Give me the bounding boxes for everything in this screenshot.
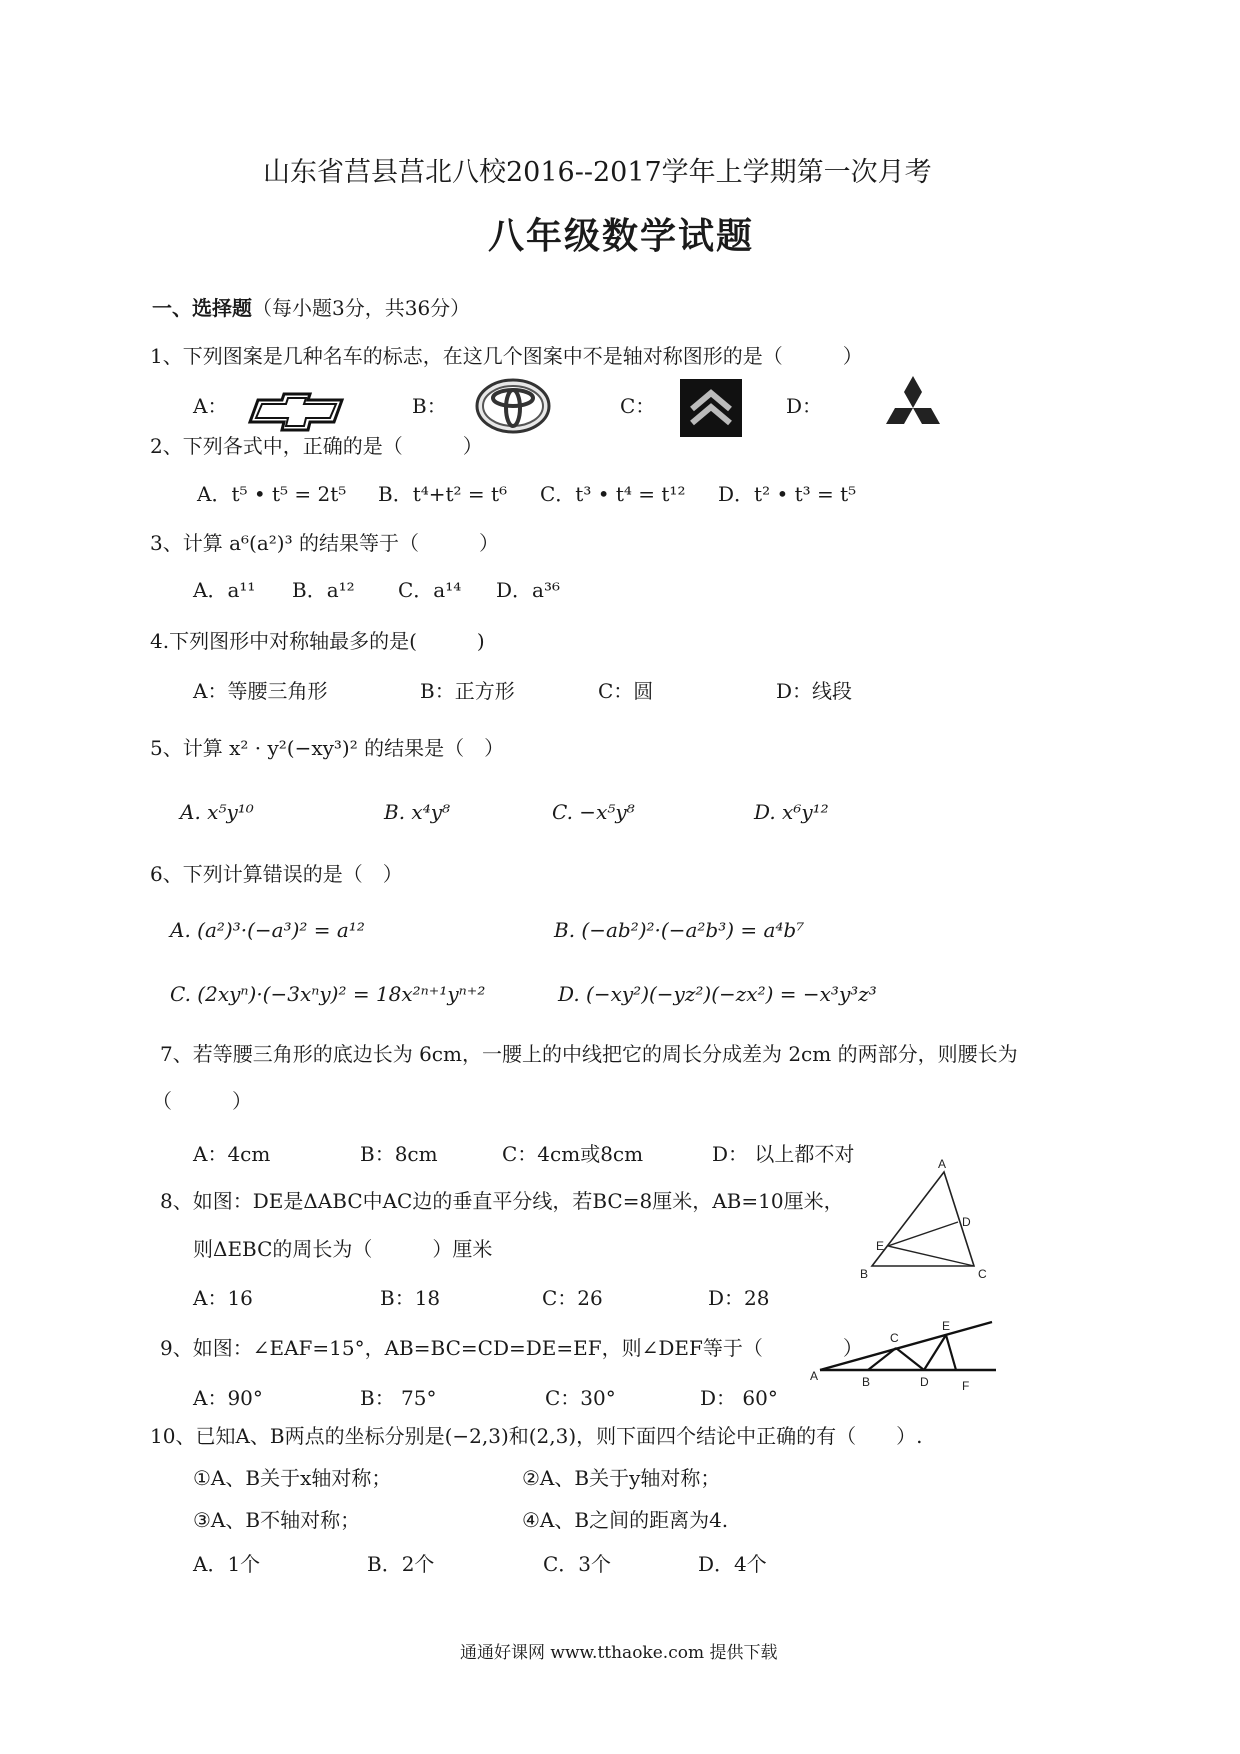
fig9-label-c: C — [890, 1331, 899, 1345]
q7-option-b: B：8cm — [360, 1142, 438, 1166]
q9-option-a: A：90° — [193, 1386, 263, 1410]
q1-option-c: C： — [620, 394, 656, 418]
q10-statement-4: ④A、B之间的距离为4. — [522, 1508, 729, 1532]
q5-option-b: B. x⁴y⁸ — [384, 800, 451, 824]
q10-option-a: A．1个 — [193, 1552, 261, 1576]
q8-option-d: D：28 — [708, 1286, 770, 1310]
question-6-stem: 6、下列计算错误的是（ ） — [150, 862, 403, 886]
q2-option-d: D．t² • t³ = t⁵ — [718, 482, 857, 506]
section-note: （每小题3分，共36分） — [252, 296, 471, 320]
question-7-stem: 7、若等腰三角形的底边长为 6cm，一腰上的中线把它的周长分成差为 2cm 的两部分，则腰长为 — [160, 1042, 1018, 1066]
section-title: 一、选择题 — [152, 296, 252, 320]
fig9-label-e: E — [942, 1319, 951, 1333]
question-7-blank: （ ） — [152, 1089, 252, 1113]
q1-option-b: B： — [412, 394, 447, 418]
citroen-logo-icon — [680, 379, 742, 437]
q1-option-d: D： — [786, 394, 823, 418]
q3-option-c: C．a¹⁴ — [398, 578, 462, 602]
exam-subtitle: 八年级数学试题 — [488, 215, 755, 257]
question-4-stem: 4.下列图形中对称轴最多的是( ) — [150, 629, 485, 653]
q10-statement-1: ①A、B关于x轴对称； — [193, 1466, 392, 1490]
q2-option-a: A．t⁵ • t⁵ = 2t⁵ — [197, 482, 347, 506]
q9-option-d: D： 60° — [700, 1386, 778, 1410]
section-heading — [152, 292, 470, 321]
q10-option-b: B．2个 — [367, 1552, 435, 1576]
question-5-stem: 5、计算 x² · y²(−xy³)² 的结果是（ ） — [150, 736, 505, 760]
q5-option-d: D. x⁶y¹² — [754, 800, 829, 824]
q10-option-c: C．3个 — [543, 1552, 612, 1576]
q6-option-b: B. (−ab²)²·(−a²b³) = a⁴b⁷ — [554, 918, 805, 942]
q2-option-c: C．t³ • t⁴ = t¹² — [540, 482, 686, 506]
fig8-label-a: A — [938, 1158, 947, 1171]
fig9-label-d: D — [920, 1375, 929, 1389]
fig8-label-c: C — [978, 1267, 987, 1281]
q7-option-c: C：4cm或8cm — [502, 1142, 644, 1166]
q3-option-b: B．a¹² — [292, 578, 355, 602]
exam-title: 山东省莒县莒北八校2016--2017学年上学期第一次月考 — [263, 157, 932, 188]
q8-option-c: C：26 — [542, 1286, 603, 1310]
question-1-stem: 1、下列图案是几种名车的标志，在这几个图案中不是轴对称图形的是（ ） — [150, 344, 863, 368]
q6-option-c: C. (2xyⁿ)·(−3xⁿy)² = 18x²ⁿ⁺¹yⁿ⁺² — [170, 982, 486, 1006]
angle-eaf-figure — [806, 1310, 1002, 1398]
q5-option-a: A. x⁵y¹⁰ — [180, 800, 254, 824]
q4-option-b: B：正方形 — [420, 679, 515, 703]
fig9-label-a: A — [810, 1369, 819, 1383]
q1-option-a: A： — [193, 394, 228, 418]
q4-option-c: C：圆 — [598, 679, 654, 703]
question-10-stem: 10、已知A、B两点的坐标分别是(−2,3)和(2,3)，则下面四个结论中正确的有（ ）. — [150, 1424, 923, 1448]
q10-statement-2: ②A、B关于y轴对称； — [522, 1466, 721, 1490]
q2-option-b: B．t⁴+t² = t⁶ — [378, 482, 508, 506]
toyota-logo-icon — [474, 377, 552, 435]
fig9-label-b: B — [862, 1375, 871, 1389]
q8-option-a: A：16 — [193, 1286, 253, 1310]
q3-option-a: A．a¹¹ — [193, 578, 256, 602]
question-3-stem: 3、计算 a⁶(a²)³ 的结果等于（ ） — [150, 531, 499, 555]
question-9-stem: 9、如图：∠EAF=15°，AB=BC=CD=DE=EF，则∠DEF等于（ ） — [160, 1336, 863, 1360]
q7-option-a: A：4cm — [193, 1142, 271, 1166]
q10-option-d: D．4个 — [698, 1552, 767, 1576]
mitsubishi-logo-icon — [873, 374, 953, 438]
question-2-stem: 2、下列各式中，正确的是（ ） — [150, 434, 483, 458]
q10-statement-3: ③A、B不轴对称； — [193, 1508, 361, 1532]
question-8-stem: 8、如图：DE是ΔABC中AC边的垂直平分线，若BC=8厘米，AB=10厘米， — [160, 1189, 844, 1213]
q9-option-c: C：30° — [545, 1386, 616, 1410]
q8-option-b: B：18 — [380, 1286, 441, 1310]
q7-option-d: D： 以上都不对 — [712, 1142, 855, 1166]
chevrolet-logo-icon — [246, 392, 348, 432]
question-8-stem-2: 则ΔEBC的周长为（ ）厘米 — [193, 1237, 493, 1261]
fig8-label-d: D — [962, 1215, 971, 1229]
fig8-label-e: E — [876, 1239, 885, 1253]
q6-option-d: D. (−xy²)(−yz²)(−zx²) = −x³y³z³ — [558, 982, 877, 1006]
page-footer: 通通好课网 www.tthaoke.com 提供下载 — [460, 1643, 778, 1663]
q4-option-d: D：线段 — [776, 679, 853, 703]
fig8-label-b: B — [860, 1267, 869, 1281]
q5-option-c: C. −x⁵y⁸ — [552, 800, 635, 824]
q6-option-a: A. (a²)³·(−a³)² = a¹² — [170, 918, 365, 942]
triangle-abc-figure — [850, 1158, 1000, 1282]
fig9-label-f: F — [962, 1379, 970, 1393]
q3-option-d: D．a³⁶ — [496, 578, 560, 602]
q9-option-b: B： 75° — [360, 1386, 437, 1410]
q4-option-a: A：等腰三角形 — [193, 679, 328, 703]
